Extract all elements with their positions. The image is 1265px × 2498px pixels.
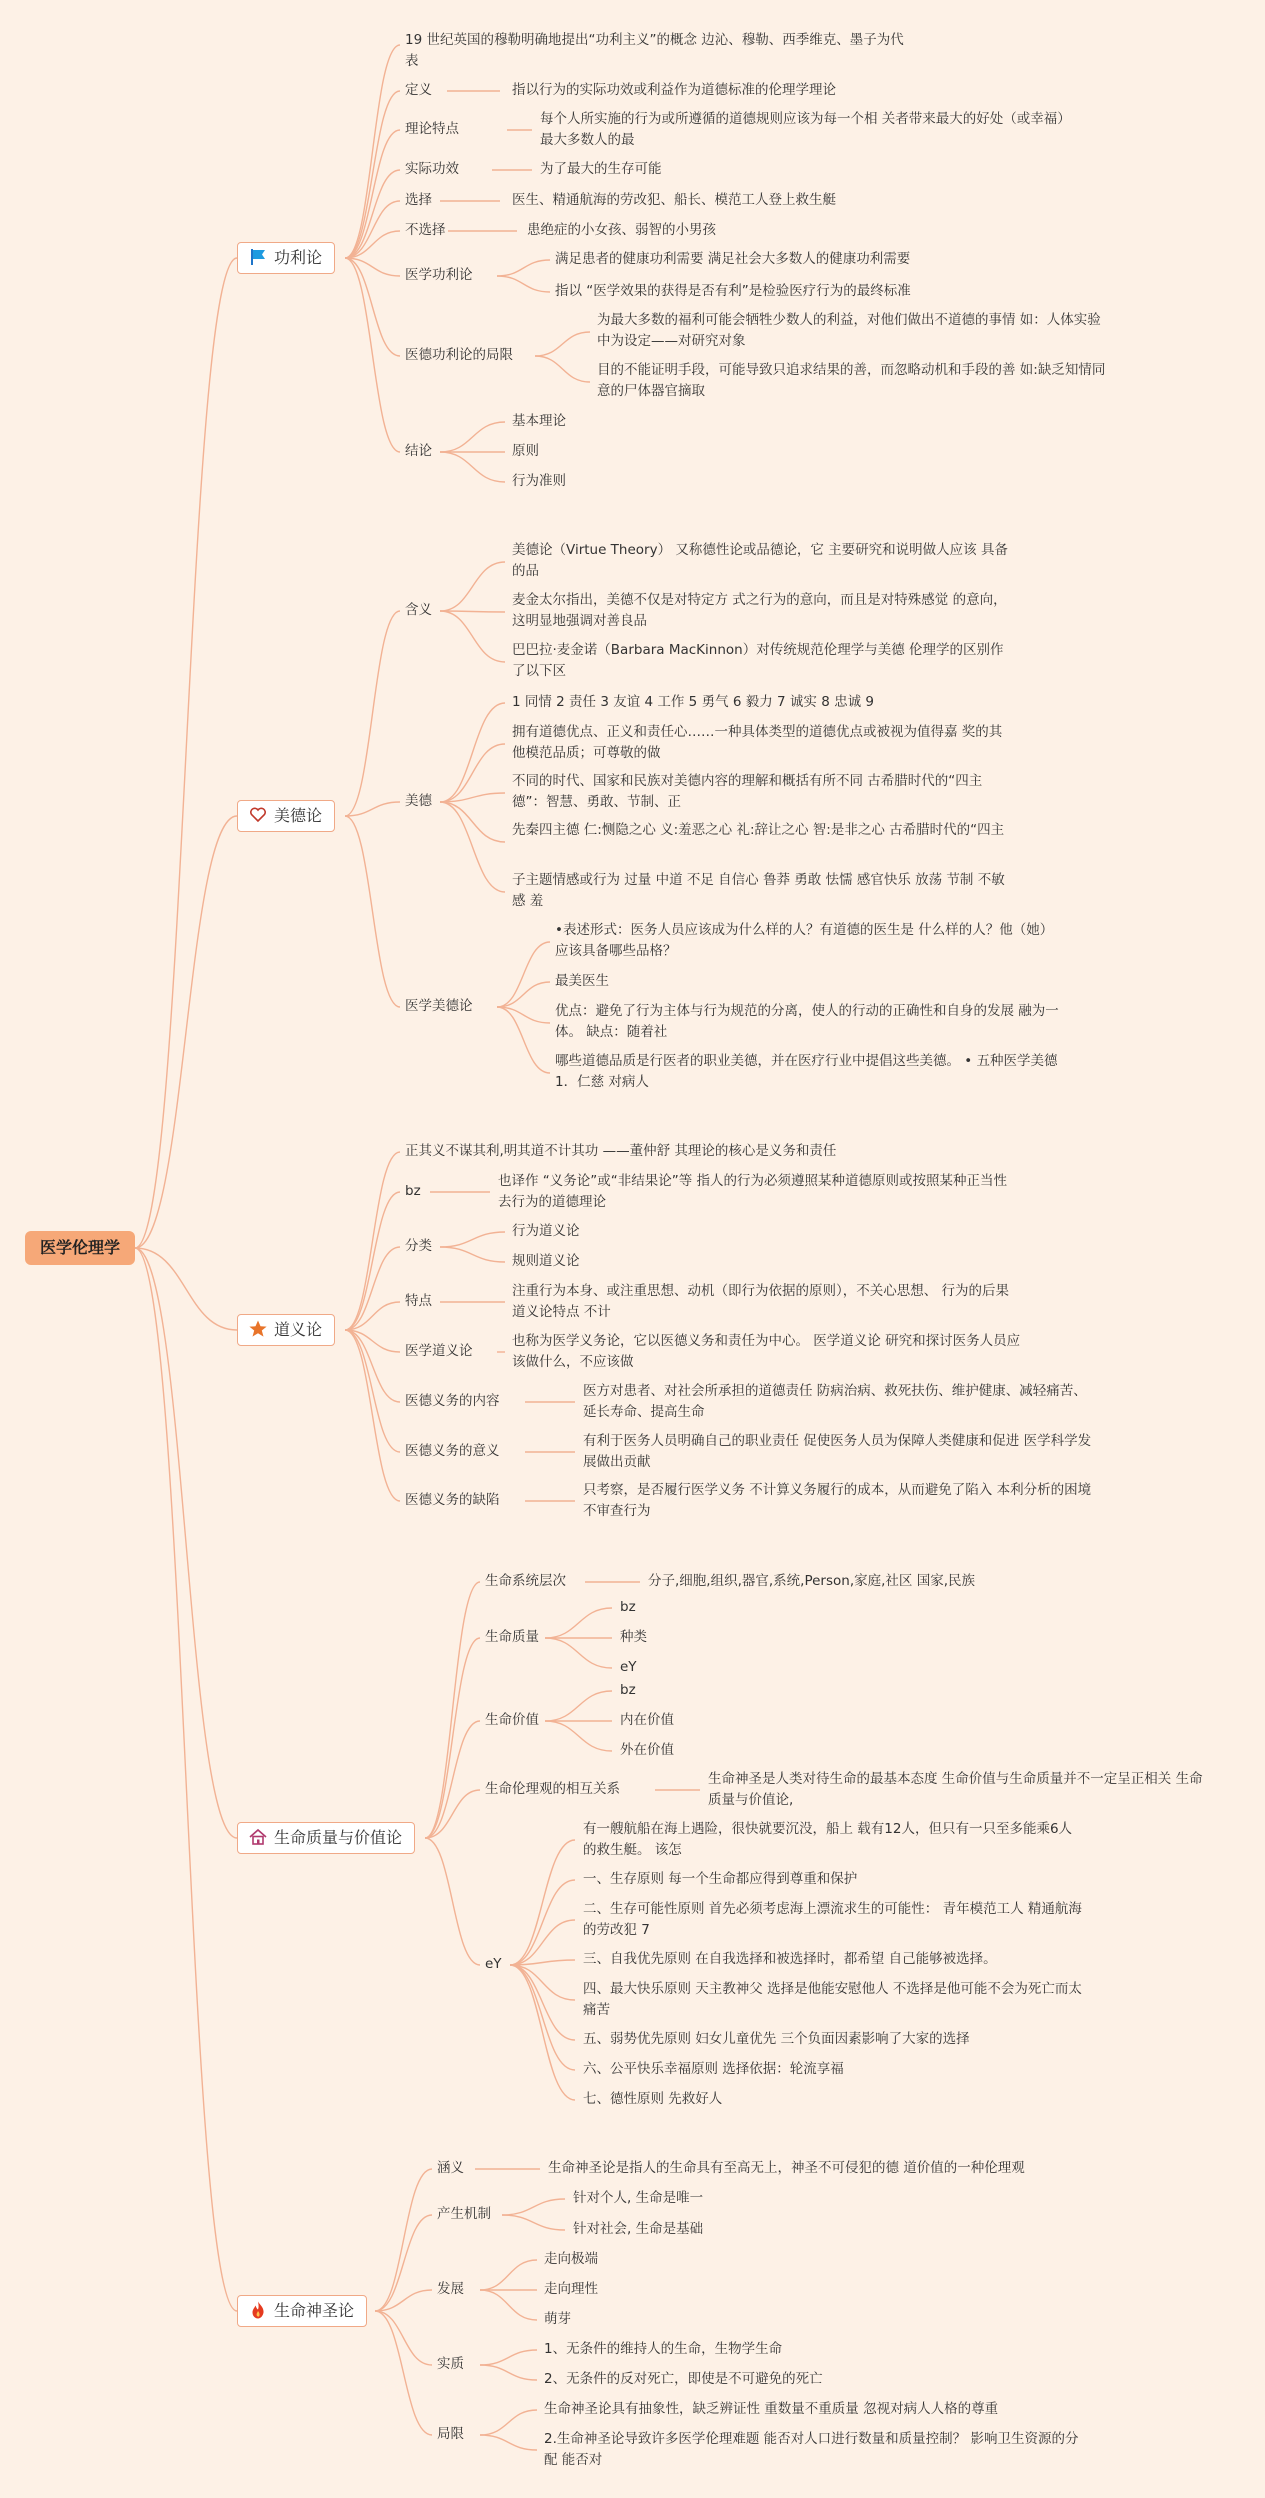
- choose-text: 医生、精通航海的劳改犯、船长、模范工人登上救生艇: [512, 192, 836, 208]
- branch-connector: [440, 1247, 505, 1262]
- branch-connector: [510, 1965, 575, 2070]
- branch-connector: [545, 1608, 612, 1638]
- medical-virtue-a: •表述形式：医务人员应该成为什么样的人？有道德的医生是 什么样的人？他（她）应该具备哪些品格？: [555, 922, 1054, 959]
- limitation-b: 2.生命神圣论导致许多医学伦理难题 能否对人口进行数量和质量控制？ 影响卫生资源的分配 能否对: [544, 2431, 1079, 2468]
- root-to-m4: [135, 1248, 237, 1838]
- utilitarianism-origin: 19 世纪英国的穆勒明确地提出“功利主义”的概念 边沁、穆勒、西季维克、墨子为代表: [405, 32, 904, 69]
- duty-content-text: 医方对患者、对社会所承担的道德责任 防病治病、救死扶伤、维护健康、减轻痛苦、延长寿命、提高生命: [583, 1383, 1087, 1420]
- theory-features-text: 每个人所实施的行为或所遵循的道德规则应该为每一个相 关者带来最大的好处（或幸福） 最大多数人的最: [540, 111, 1071, 148]
- virtue-e: 子主题情感或行为 过量 中道 不足 自信心 鲁莽 勇敢 怯懦 感官快乐 放荡 节制 不敏感 羞: [512, 872, 1005, 909]
- life-quality-types: 种类: [620, 1629, 647, 1645]
- rule-deontology: 规则道义论: [512, 1253, 580, 1269]
- not-choose-label: 不选择: [405, 222, 446, 238]
- branch-connector: [440, 703, 505, 802]
- conclusion-basic-theory: 基本理论: [512, 413, 566, 429]
- heart-icon: [248, 805, 268, 825]
- theory-features-label: 理论特点: [405, 121, 459, 137]
- topic-deontology[interactable]: 道义论: [237, 1314, 335, 1346]
- limitation-a: 生命神圣论具有抽象性，缺乏辨证性 重数量不重质量 忽视对病人人格的尊重: [544, 2401, 999, 2417]
- branch-connector: [440, 562, 505, 611]
- branch-connector: [425, 1638, 480, 1838]
- branch-connector: [345, 258, 400, 452]
- life-quality-label: 生命质量: [485, 1629, 539, 1645]
- utilitarianism-limits-b: 目的不能证明手段，可能导致只追求结果的善，而忽略动机和手段的善 如:缺乏知情同意的尸体器官摘取: [597, 362, 1106, 399]
- branch-connector: [345, 45, 400, 258]
- branch-connector: [480, 2290, 537, 2320]
- virtue-a: 1 同情 2 责任 3 友谊 4 工作 5 勇气 6 毅力 7 诚实 8 忠诚 9: [512, 694, 874, 710]
- development-budding: 萌芽: [544, 2311, 571, 2327]
- branch-connector: [535, 332, 590, 356]
- development-label: 发展: [437, 2281, 464, 2297]
- branch-connector: [480, 2435, 537, 2450]
- virtue-d: 先秦四主德 仁:恻隐之心 义:羞恶之心 礼:辞让之心 智:是非之心 古希腊时代的“四主: [512, 822, 1005, 838]
- classification-label: 分类: [405, 1238, 432, 1254]
- life-ey-label: eY: [485, 1956, 502, 1972]
- life-system-levels-label: 生命系统层次: [485, 1573, 566, 1589]
- root-to-m2: [135, 816, 237, 1248]
- topic-life-quality-value[interactable]: 生命质量与价值论: [237, 1822, 415, 1854]
- deontology-quote: 正其义不谋其利,明其道不计其功 ——董仲舒 其理论的核心是义务和责任: [405, 1143, 837, 1159]
- branch-connector: [440, 422, 505, 452]
- choose-label: 选择: [405, 192, 432, 208]
- branch-connector: [497, 260, 550, 276]
- branch-connector: [345, 816, 400, 1007]
- topic-virtue-ethics[interactable]: 美德论: [237, 800, 335, 832]
- branch-connector: [502, 2199, 565, 2215]
- branch-connector: [440, 802, 505, 892]
- principle-virtue: 七、德性原则 先救好人: [583, 2091, 723, 2107]
- essence-b: 2、无条件的反对死亡，即使是不可避免的死亡: [544, 2371, 823, 2387]
- branch-connector: [345, 1330, 400, 1452]
- branch-connector: [510, 1840, 575, 1965]
- life-value-intrinsic: 内在价值: [620, 1712, 674, 1728]
- duty-significance-text: 有利于医务人员明确自己的职业责任 促使医务人员为保障人类健康和促进 医学科学发展做出贡献: [583, 1433, 1092, 1470]
- branch-connector: [440, 452, 505, 482]
- principle-fairness: 六、公平快乐幸福原则 选择依据：轮流享福: [583, 2061, 844, 2077]
- medical-utilitarianism-label: 医学功利论: [405, 267, 473, 283]
- branch-connector: [345, 1330, 400, 1501]
- duty-defects-text: 只考察，是否履行医学义务 不计算义务履行的成本，从而避免了陷入 本利分析的困境 不审查行为: [583, 1482, 1092, 1519]
- branch-connector: [545, 1721, 612, 1751]
- root-to-m5: [135, 1248, 237, 2311]
- limitation-label: 局限: [437, 2426, 464, 2442]
- branch-connector: [425, 1838, 480, 1965]
- medical-virtue-b: 最美医生: [555, 973, 609, 989]
- root-node[interactable]: 医学伦理学: [25, 1231, 135, 1265]
- branch-connector: [510, 1920, 575, 1965]
- ethics-relation-text: 生命神圣是人类对待生命的最基本态度 生命价值与生命质量并不一定呈正相关 生命质量与价值论,: [708, 1771, 1203, 1808]
- act-deontology: 行为道义论: [512, 1223, 580, 1239]
- branch-connector: [497, 942, 550, 1007]
- branch-connector: [480, 2410, 537, 2435]
- medical-virtue-d: 哪些道德品质是行医者的职业美德，并在医疗行业中提倡这些美德。 • 五种医学美德 1．仁慈 对病人: [555, 1053, 1058, 1090]
- not-choose-text: 患绝症的小女孩、弱智的小男孩: [527, 222, 716, 238]
- branch-connector: [425, 1582, 480, 1838]
- duty-content-label: 医德义务的内容: [405, 1393, 500, 1409]
- virtue-label: 美德: [405, 793, 432, 809]
- principle-max-happiness: 四、最大快乐原则 天主教神父 选择是他能安慰他人 不选择是他可能不会为死亡而太痛苦: [583, 1981, 1082, 2018]
- practical-effect-text: 为了最大的生存可能: [540, 161, 662, 177]
- flag-icon: [248, 247, 268, 267]
- branch-connector: [510, 1880, 575, 1965]
- life-system-levels-text: 分子,细胞,组织,器官,系统,Person,家庭,社区 国家,民族: [648, 1573, 975, 1589]
- virtue-c: 不同的时代、国家和民族对美德内容的理解和概括有所不同 古希腊时代的“四主德”：智慧、勇敢、节制、正: [512, 773, 983, 810]
- medical-utilitarianism-a: 满足患者的健康功利需要 满足社会大多数人的健康功利需要: [555, 251, 911, 267]
- meaning-c: 巴巴拉·麦金诺（Barbara MacKinnon）对传统规范伦理学与美德 伦理学的区别作了以下区: [512, 642, 1004, 679]
- branch-connector: [497, 982, 550, 1007]
- life-value-extrinsic: 外在价值: [620, 1742, 674, 1758]
- deontology-bz-label: bz: [405, 1183, 421, 1199]
- virtue-b: 拥有道德优点、正义和责任心……一种具体类型的道德优点或被视为值得嘉 奖的其他模范品质；可尊敬的做: [512, 724, 1003, 761]
- branch-connector: [345, 258, 400, 356]
- practical-effect-label: 实际功效: [405, 161, 459, 177]
- duty-significance-label: 医德义务的意义: [405, 1443, 500, 1459]
- root-to-m3: [135, 1248, 237, 1330]
- branch-connector: [440, 802, 505, 842]
- sanctity-meaning-text: 生命神圣论是指人的生命具有至高无上，神圣不可侵犯的德 道价值的一种伦理观: [548, 2160, 1025, 2176]
- development-rational: 走向理性: [544, 2281, 598, 2297]
- branch-connector: [510, 1965, 575, 2040]
- duty-defects-label: 医德义务的缺陷: [405, 1492, 500, 1508]
- principle-survival-possibility: 二、生存可能性原则 首先必须考虑海上漂流求生的可能性： 青年模范工人 精通航海的劳改犯 7: [583, 1901, 1082, 1938]
- medical-virtue-label: 医学美德论: [405, 998, 473, 1014]
- branch-connector: [375, 2311, 432, 2435]
- principle-vulnerable-priority: 五、弱势优先原则 妇女儿童优先 三个负面因素影响了大家的选择: [583, 2031, 970, 2047]
- home-icon: [248, 1827, 268, 1847]
- lifeboat-case: 有一艘航船在海上遇险，很快就要沉没，船上 载有12人，但只有一只至多能乘6人的救生艇。 该怎: [583, 1821, 1073, 1858]
- branch-connector: [375, 2215, 432, 2311]
- meaning-a: 美德论（Virtue Theory） 又称德性论或品德论，它 主要研究和说明做人应该 具备的品: [512, 542, 1008, 579]
- mechanism-label: 产生机制: [437, 2206, 491, 2222]
- conclusion-label: 结论: [405, 443, 432, 459]
- principle-self-priority: 三、自我优先原则 在自我选择和被选择时，都希望 自己能够被选择。: [583, 1951, 997, 1967]
- branch-connector: [375, 2169, 432, 2311]
- branch-connector: [440, 611, 505, 612]
- meaning-b: 麦金太尔指出，美德不仅是对特定方 式之行为的意向，而且是对特殊感觉 的意向，这明显地强调对善良品: [512, 592, 1007, 629]
- fire-icon: [248, 2300, 268, 2320]
- life-value-bz: bz: [620, 1682, 636, 1698]
- branch-connector: [510, 1965, 575, 2100]
- meaning-label: 含义: [405, 602, 432, 618]
- branch-connector: [440, 611, 505, 662]
- definition-text: 指以行为的实际功效或利益作为道德标准的伦理学理论: [512, 82, 836, 98]
- characteristics-text: 注重行为本身、或注重思想、动机（即行为依据的原则），不关心思想、 行为的后果 道义论特点 不计: [512, 1283, 1010, 1320]
- branch-connector: [480, 2365, 537, 2380]
- branch-connector: [345, 611, 400, 816]
- essence-label: 实质: [437, 2356, 464, 2372]
- ethics-relation-label: 生命伦理观的相互关系: [485, 1781, 620, 1797]
- principle-survival: 一、生存原则 每一个生命都应得到尊重和保护: [583, 1871, 858, 1887]
- branch-connector: [440, 1232, 505, 1247]
- conclusion-code-of-conduct: 行为准则: [512, 473, 566, 489]
- development-extreme: 走向极端: [544, 2251, 598, 2267]
- life-quality-ey: eY: [620, 1659, 637, 1675]
- mechanism-society: 针对社会, 生命是基础: [573, 2221, 704, 2237]
- utilitarianism-limits-a: 为最大多数的福利可能会牺牲少数人的利益，对他们做出不道德的事情 如：人体实验中为设定——对研究对象: [597, 312, 1101, 349]
- branch-connector: [345, 1192, 400, 1330]
- root-to-m1: [135, 258, 237, 1248]
- medical-deontology-text: 也称为医学义务论，它以医德义务和责任为中心。 医学道义论 研究和探讨医务人员应该做什么，不应该做: [512, 1333, 1021, 1370]
- branch-connector: [480, 2350, 537, 2365]
- branch-connector: [345, 91, 400, 258]
- characteristics-label: 特点: [405, 1293, 432, 1309]
- branch-connector: [497, 276, 550, 292]
- branch-connector: [480, 2260, 537, 2290]
- mechanism-individual: 针对个人, 生命是唯一: [573, 2190, 704, 2206]
- sanctity-meaning-label: 涵义: [437, 2160, 464, 2176]
- medical-virtue-c: 优点：避免了行为主体与行为规范的分离，使人的行动的正确性和自身的发展 融为一体。 缺点：随着社: [555, 1003, 1059, 1040]
- branch-connector: [502, 2215, 565, 2230]
- star-icon: [248, 1319, 268, 1339]
- utilitarianism-limits-label: 医德功利论的局限: [405, 347, 513, 363]
- topic-utilitarianism[interactable]: 功利论: [237, 242, 335, 274]
- branch-connector: [375, 2311, 432, 2365]
- definition-label: 定义: [405, 82, 432, 98]
- topic-sanctity-of-life[interactable]: 生命神圣论: [237, 2295, 367, 2327]
- essence-a: 1、无条件的维持人的生命，生物学生命: [544, 2341, 783, 2357]
- branch-connector: [545, 1638, 612, 1668]
- branch-connector: [535, 356, 590, 382]
- life-value-label: 生命价值: [485, 1712, 539, 1728]
- medical-deontology-label: 医学道义论: [405, 1343, 473, 1359]
- branch-connector: [545, 1691, 612, 1721]
- medical-utilitarianism-b: 指以 “医学效果的获得是否有利”是检验医疗行为的最终标准: [555, 283, 911, 299]
- life-quality-bz: bz: [620, 1599, 636, 1615]
- deontology-bz-text: 也译作 “义务论”或“非结果论”等 指人的行为必须遵照某种道德原则或按照某种正当性去行为的道德理论: [498, 1173, 1008, 1210]
- conclusion-principles: 原则: [512, 443, 539, 459]
- branch-connector: [497, 1007, 550, 1073]
